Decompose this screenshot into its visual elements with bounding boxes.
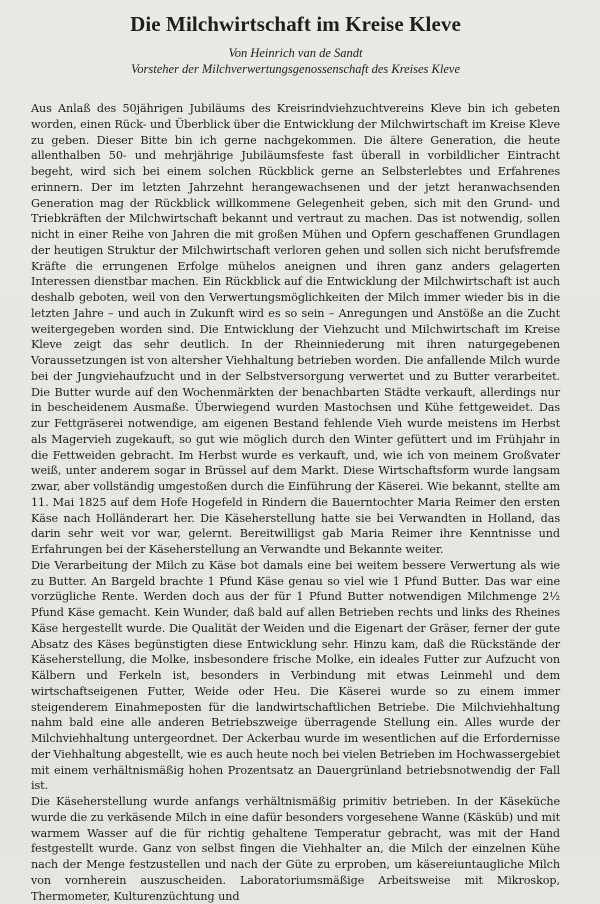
article-title: Die Milchwirtschaft im Kreise Kleve bbox=[130, 12, 461, 36]
author-role-line: Vorsteher der Milchverwertungsgenossenschaft des Kreises Kleve bbox=[131, 62, 460, 76]
paragraph-3: Die Käseherstellung wurde anfangs verhältnismäßig primitiv betrieben. In der Käseküche wurde die zu verkäsende Milch in eine dafür besonders vorgesehene Wanne (Käsküb) und mit warmem Wasser auf die für richtig gehaltene Temperatur gebracht, was mit der Hand festgestellt wurde. Ganz von selbst fingen die Viehhalter an, die Milch der einzelnen Kühe nach der Menge festzustellen und nach der Güte zu erproben, um käsereiuntaugliche Milch von vornherein auszuscheiden. Laboratoriumsmäßige Arbeitsweise mit Mikroskop, Thermometer, Kulturenzüchtung und bbox=[31, 795, 560, 903]
author-line: Von Heinrich van de Sandt bbox=[228, 46, 363, 60]
paragraph-1: Aus Anlaß des 50jährigen Jubiläums des Kreisrindviehzuchtvereins Kleve bin ich gebeten worden, einen Rück- und Überblick über die Entwicklung der Milchwirtschaft im Kreise Kleve zu geben. Dieser Bitte bin ich gerne nachgekommen. Die ältere Generation, die heute allenthalben 50- und mehrjährige Jubiläumsfeste fast überall in vorbildlicher Eintracht begeht, wird sich bei einem solchen Rückblick gerne an Selbsterlebtes und Erfahrenes erinnern. Der im letzten Jahrzehnt herangewachsenen und der jetzt heranwachsenden Generation mag der Rückblick willkommene Gelegenheit geben, sich mit den Grund- und Triebkräften der Milchwirtschaft bekannt und vertraut zu machen. Das ist notwendig, sollen nicht in einer Reihe von Jahren die mit großen Mühen und Opfern geschaffenen Grundlagen der heutigen Struktur der Milchwirtschaft verloren gehen und sollen sich nicht berufsfremde Kräfte die errungenen Erfolge mühelos aneignen und ihren ganz anders gelagerten Interessen dienstbar machen. Ein Rückblick auf die Entwicklung der Milchwirtschaft ist auch deshalb geboten, weil von den Verwertungsmöglichkeiten der Milch immer wieder bis in die letzten Jahre – und auch in Zukunft wird es so sein – Anregungen und Anstöße an die Zucht weitergegeben worden sind. Die Entwicklung der Viehzucht und Milchwirtschaft im Kreise Kleve zeigt das sehr deutlich. In der Rheinniederung mit ihren naturgegebenen Voraussetzungen ist von altersher Viehhaltung betrieben worden. Die anfallende Milch wurde bei der Jungviehaufzucht und in der Selbstversorgung verwertet und zu Butter verarbeitet. Die Butter wurde auf den Wochenmärkten der benachbarten Städte verkauft, allerdings nur in bescheidenem Ausmaße. Überwiegend wurden Mastochsen und Kühe fettgeweidet. Das zur Fettgräserei notwendige, am eigenen Bestand fehlende Vieh wurde meistens im Herbst als Magervieh zugekauft, so gut wie möglich durch den Winter gefüttert und im Frühjahr in die Fettweiden gebracht. Im Herbst wurde es verkauft, und, wie ich von meinem Großvater weiß, unter anderem sogar in Brüssel auf dem Markt. Diese Wirtschaftsform wurde langsam zwar, aber vollständig umgestoßen durch die Einführung der Käserei. Wie bekannt, stellte am 11. Mai 1825 auf dem Hofe Hogefeld in Rindern die Bauerntochter Maria Reimer den ersten Käse nach Holländerart her. Die Käseherstellung hatte sie bei Verwandten in Holland, das darin sehr weit vor war, gelernt. Bereitwilligst gab Maria Reimer ihre Kenntnisse und Erfahrungen bei der Käseherstellung an Verwandte und Bekannte weiter. bbox=[31, 102, 560, 556]
paragraph-2: Die Verarbeitung der Milch zu Käse bot damals eine bei weitem bessere Verwertung als wie zu Butter. An Bargeld brachte 1 Pfund Käse genau so viel wie 1 Pfund Butter. Das war eine vorzügliche Rente. Werden doch aus der für 1 Pfund Butter notwendigen Milchmenge 2½ Pfund Käse gemacht. Kein Wunder, daß bald auf allen Betrieben rechts und links des Rheines Käse hergestellt wurde. Die Qualität der Weiden und die Eigenart der Gräser, ferner der gute Absatz des Käses begünstigten diese Entwicklung sehr. Hinzu kam, daß die Rückstände der Käseherstellung, die Molke, insbesondere frische Molke, ein ideales Futter zur Aufzucht von Kälbern und Ferkeln ist, besonders in Verbindung mit etwas Leinmehl und dem wirtschaftseigenen Futter, Weide oder Heu. Die Käserei wurde so zu einem immer steigenderem Einahmeposten für die landwirtschaftlichen Betriebe. Die Milchviehhaltung nahm bald eine alle anderen Betriebszweige überragende Stellung ein. Alles wurde der Milchviehhaltung untergeordnet. Der Ackerbau wurde im wesentlichen auf die Erfordernisse der Viehhaltung abgestellt, wie es auch heute noch bei vielen Betrieben im Hochwassergebiet mit einem verhältnismäßig hohen Prozentsatz an Dauergrünland betriebsnotwendig der Fall ist. bbox=[31, 558, 560, 793]
